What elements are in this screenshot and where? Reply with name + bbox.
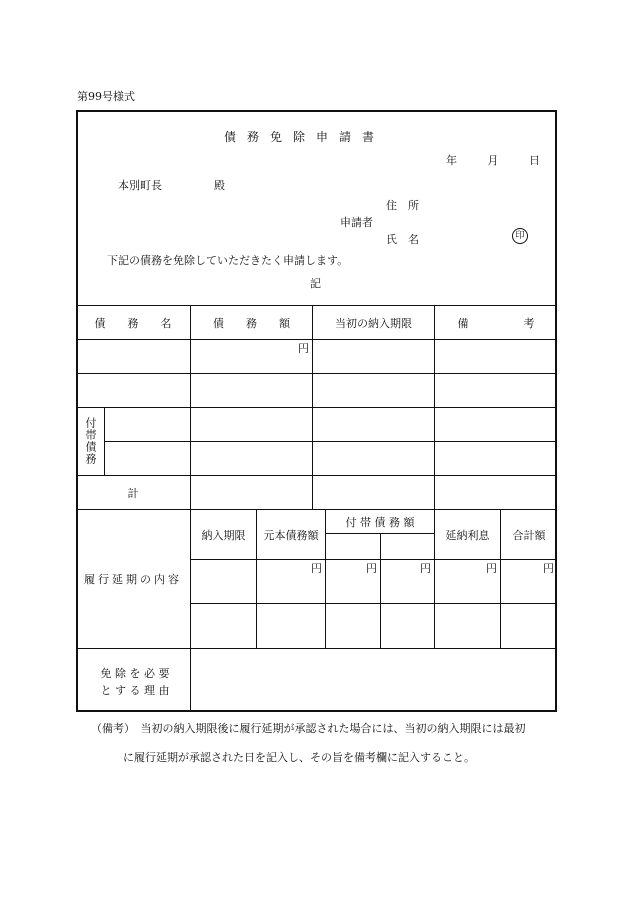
yen-principal: 円 <box>311 561 322 575</box>
reason-label <box>82 665 188 699</box>
address-label: 住 所 <box>386 199 419 212</box>
year-label: 年 <box>446 154 457 167</box>
date-line <box>446 152 540 168</box>
yen-incidental-2: 円 <box>420 561 431 575</box>
yen-total: 円 <box>543 561 554 575</box>
day-label: 日 <box>529 154 540 167</box>
yen-interest: 円 <box>486 561 497 575</box>
reason-label-line1: 免 除 を 必 要 <box>100 667 170 680</box>
extension-header-principal: 元本債務額 <box>263 528 319 542</box>
name-label: 氏 名 <box>386 233 419 246</box>
extension-header-deadline: 納入期限 <box>201 528 246 542</box>
applicant-label: 申請者 <box>340 216 373 229</box>
seal-mark: 印 <box>512 228 528 244</box>
note-mark: 記 <box>310 277 321 290</box>
request-text: 下記の債務を免除していただきたく申請します。 <box>107 254 349 267</box>
reason-label-line2: と す る 理 由 <box>100 684 170 697</box>
yen-incidental-1: 円 <box>366 561 377 575</box>
remarks-line2: に履行延期が承認された日を記入し、その旨を備考欄に記入すること。 <box>123 751 475 764</box>
header-original-deadline: 当初の納入期限 <box>335 316 412 330</box>
header-debt-name: 債 務 名 <box>94 316 172 330</box>
recipient-name: 本別町長 <box>118 179 162 192</box>
extension-header-incidental: 付 帯 債 務 額 <box>345 515 415 529</box>
extension-header-total: 合計額 <box>512 528 546 542</box>
incidental-debt-label: 付帯債務 <box>84 417 97 465</box>
form-title: 債務免除申請書 <box>224 130 386 144</box>
form-number: 第99号様式 <box>77 90 135 103</box>
header-remarks: 備 考 <box>457 316 535 330</box>
remarks-line1: （備考） 当初の納入期限後に履行延期が承認された場合には、当初の納入期限には最初 <box>91 722 526 735</box>
extension-header-interest: 延納利息 <box>445 528 490 542</box>
yen-unit: 円 <box>298 341 309 355</box>
header-debt-amount: 債 務 額 <box>213 316 290 330</box>
month-label: 月 <box>487 154 499 167</box>
extension-label: 履行延期の内容 <box>84 573 182 586</box>
recipient-honorific: 殿 <box>214 179 225 192</box>
total-label: 計 <box>127 486 139 500</box>
